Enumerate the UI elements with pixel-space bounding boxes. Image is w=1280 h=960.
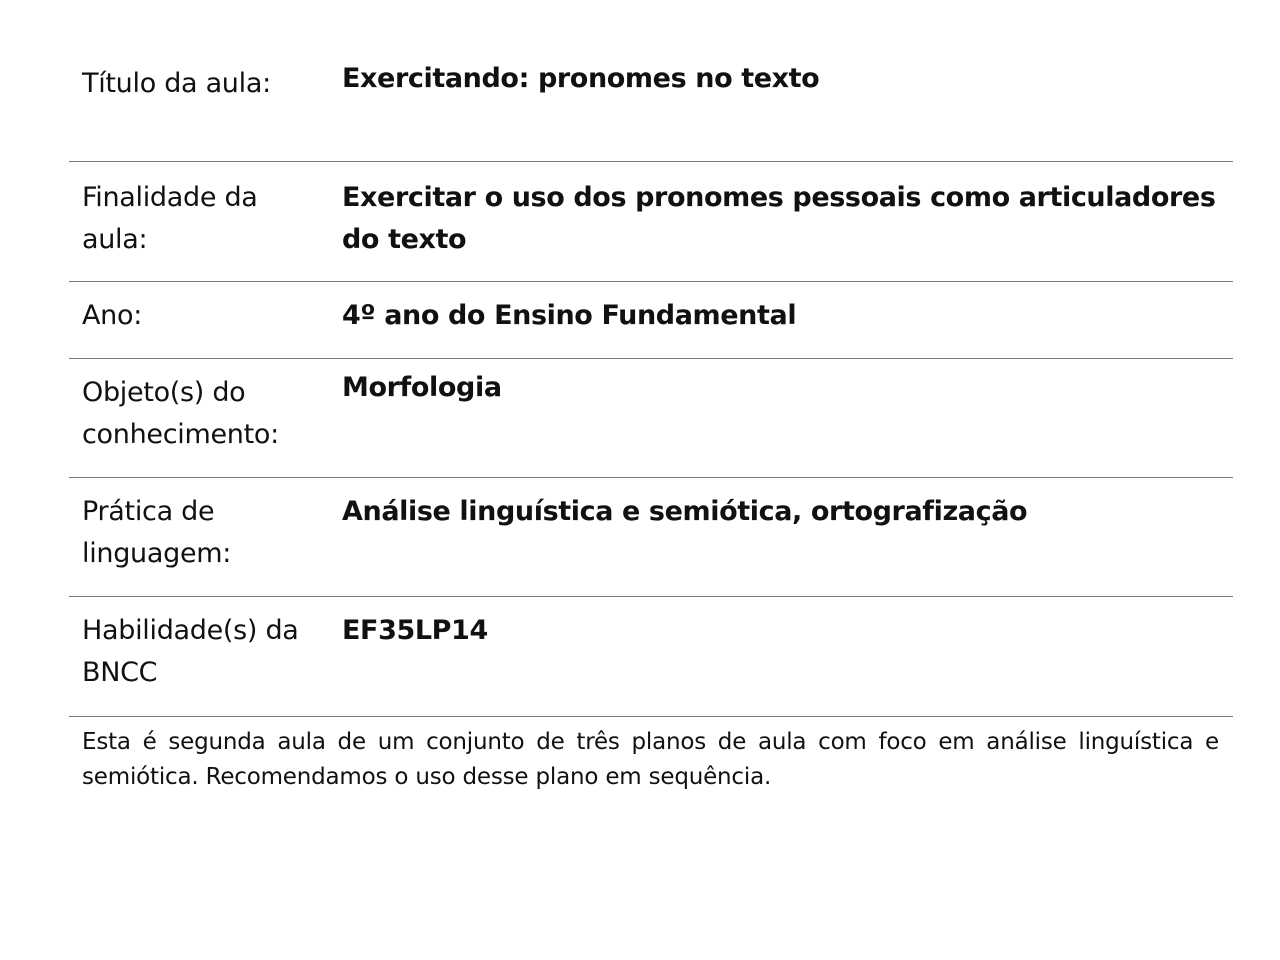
school-year-value: 4º ano do Ensino Fundamental [342, 300, 797, 331]
row-lesson-goal [69, 162, 1233, 282]
lesson-plan-table [69, 0, 1233, 790]
row-language-practice [69, 478, 1233, 597]
language-practice-value: Análise linguística e semiótica, ortografização [342, 496, 1028, 527]
language-practice-label: Prática de linguagem: [82, 496, 232, 569]
row-bncc-skill [69, 597, 1233, 717]
lesson-title-label: Título da aula: [82, 68, 271, 99]
row-knowledge-object [69, 359, 1233, 478]
lesson-title-value: Exercitando: pronomes no texto [342, 63, 820, 94]
school-year-label: Ano: [82, 300, 142, 331]
bncc-skill-value: EF35LP14 [342, 615, 488, 646]
knowledge-object-label: Objeto(s) do conhecimento: [82, 377, 279, 450]
lesson-goal-value: Exercitar o uso dos pronomes pessoais como articuladores do texto [342, 182, 1216, 255]
lesson-goal-label: Finalidade da aula: [82, 182, 258, 255]
row-lesson-title [69, 0, 1233, 162]
knowledge-object-value: Morfologia [342, 372, 502, 403]
sequence-note: Esta é segunda aula de um conjunto de três planos de aula com foco em análise linguística e semiótica. Recomendamos o uso desse plano em sequência. [82, 729, 1219, 790]
row-school-year [69, 282, 1233, 359]
bncc-skill-label: Habilidade(s) da BNCC [82, 615, 299, 688]
